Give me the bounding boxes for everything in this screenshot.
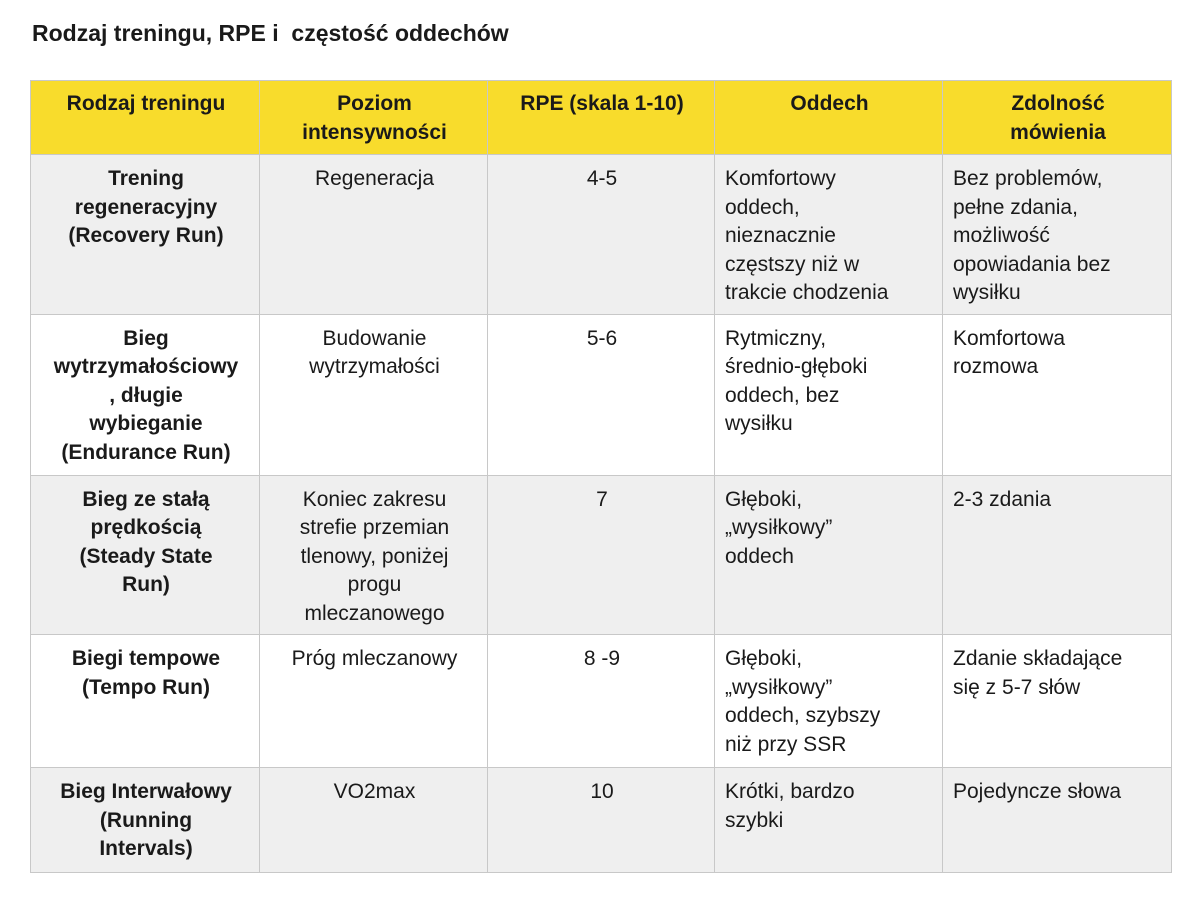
cell-text: 5-6 [586, 326, 618, 350]
cell-text: Komfortowa rozmowa [953, 326, 1066, 378]
cell-text: 8 -9 [583, 647, 621, 670]
cell-text: Bez problemów, pełne zdania, możliwość opowiadania bez wysiłku [953, 167, 1111, 304]
cell-breath [715, 475, 943, 635]
cell-intensity [260, 475, 488, 635]
cell-breath [715, 768, 943, 873]
cell-breath [715, 314, 943, 475]
cell-text: Krótki, bardzo szybki [725, 780, 855, 832]
cell-text: 2-3 zdania [953, 487, 1052, 511]
cell-text: Bieg ze stałą prędkością (Steady State Run) [79, 487, 213, 596]
cell-text: VO2max [333, 780, 416, 803]
cell-training-type [31, 635, 260, 768]
cell-rpe [488, 768, 715, 873]
cell-text: 7 [596, 487, 608, 511]
header-label: Poziom intensywności [302, 92, 447, 144]
table-row [31, 768, 1172, 873]
cell-intensity [260, 155, 488, 315]
cell-training-type [31, 768, 260, 873]
cell-text: Koniec zakresu strefie przemian tlenowy, poniżej progu mleczanowego [299, 487, 450, 625]
cell-rpe [488, 155, 715, 315]
cell-text: Regeneracja [314, 167, 435, 190]
page-title: Rodzaj treningu, RPE i częstość oddechów [32, 20, 509, 46]
cell-intensity [260, 635, 488, 768]
cell-text: Głęboki, „wysiłkowy” oddech, szybszy niż przy SSR [725, 647, 881, 756]
header-label: Zdolność mówienia [1010, 92, 1106, 144]
header-label: Rodzaj treningu [66, 92, 226, 115]
cell-intensity [260, 314, 488, 475]
table-row [31, 475, 1172, 635]
cell-speech [943, 768, 1172, 873]
table-body [31, 155, 1172, 873]
header-training-type [31, 81, 260, 155]
cell-speech [943, 635, 1172, 768]
cell-text: Rytmiczny, średnio-głęboki oddech, bez wysiłku [725, 326, 868, 435]
cell-breath [715, 155, 943, 315]
header-intensity-level [260, 81, 488, 155]
cell-speech [943, 314, 1172, 475]
cell-text: Próg mleczanowy [291, 647, 458, 670]
cell-text: Głęboki, „wysiłkowy” oddech [725, 487, 833, 568]
cell-text: Bieg wytrzymałościowy , długie wybieganie (Endurance Run) [53, 326, 239, 464]
table-row [31, 635, 1172, 768]
cell-speech [943, 155, 1172, 315]
cell-training-type [31, 155, 260, 315]
cell-speech [943, 475, 1172, 635]
cell-text: Trening regeneracyjny (Recovery Run) [68, 167, 224, 247]
cell-rpe [488, 314, 715, 475]
cell-text: 4-5 [586, 167, 618, 190]
cell-text: 10 [590, 780, 614, 803]
header-label: Oddech [790, 92, 869, 115]
table-header [31, 81, 1172, 155]
cell-rpe [488, 475, 715, 635]
cell-text: Bieg Interwałowy (Running Intervals) [60, 780, 232, 860]
header-speech-ability [943, 81, 1172, 155]
table-row [31, 314, 1172, 475]
cell-rpe [488, 635, 715, 768]
header-row [31, 81, 1172, 155]
cell-text: Biegi tempowe (Tempo Run) [71, 647, 221, 699]
cell-text: Pojedyncze słowa [953, 780, 1122, 803]
cell-training-type [31, 475, 260, 635]
cell-text: Komfortowy oddech, nieznacznie częstszy niż w trakcie chodzenia [725, 167, 889, 304]
table-row [31, 155, 1172, 315]
header-breath [715, 81, 943, 155]
header-rpe-scale [488, 81, 715, 155]
cell-intensity [260, 768, 488, 873]
cell-breath [715, 635, 943, 768]
cell-text: Zdanie składające się z 5-7 słów [953, 647, 1123, 699]
cell-training-type [31, 314, 260, 475]
header-label: RPE (skala 1-10) [520, 92, 684, 115]
training-rpe-table [30, 80, 1172, 873]
cell-text: Budowanie wytrzymałości [309, 326, 440, 378]
